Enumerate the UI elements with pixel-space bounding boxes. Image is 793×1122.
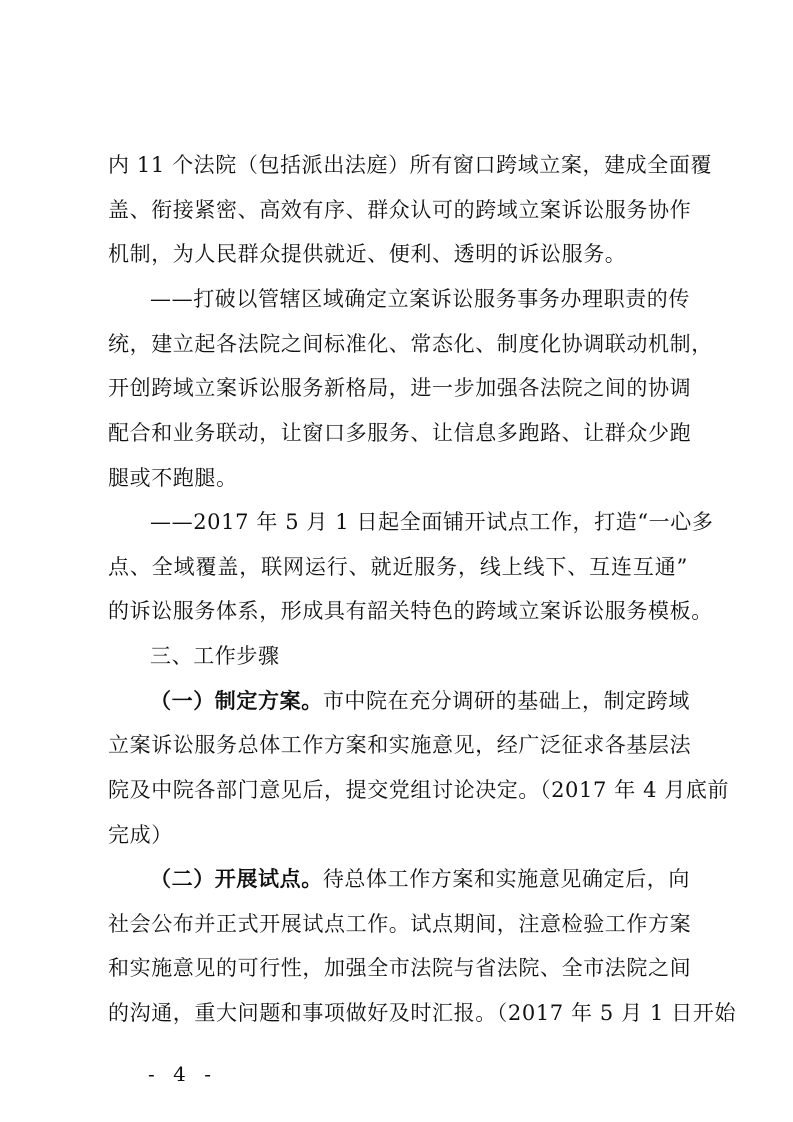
paragraph-2-line-4: 配合和业务联动，让窗口多服务、让信息多跑路、让群众少跑 bbox=[108, 421, 692, 445]
paragraph-2-line-3: 开创跨域立案诉讼服务新格局，进一步加强各法院之间的协调 bbox=[108, 376, 692, 400]
step-1-line-1 bbox=[150, 686, 691, 716]
step-2-line-2: 社会公布并正式开展试点工作。试点期间，注意检验工作方案 bbox=[108, 912, 692, 936]
paragraph-3-line-3: 的诉讼服务体系，形成具有韶关特色的跨域立案诉讼服务模板。 bbox=[108, 599, 713, 623]
step-2-text: 待总体工作方案和实施意见确定后，向 bbox=[322, 867, 691, 891]
paragraph-1-line-2: 盖、衔接紧密、高效有序、群众认可的跨域立案诉讼服务协作 bbox=[108, 198, 692, 222]
page-number: - 4 - bbox=[148, 1062, 217, 1086]
section-heading: 三、工作步骤 bbox=[150, 644, 280, 668]
step-1-line-3: 院及中院各部门意见后，提交党组讨论决定。（2017 年 4 月底前 bbox=[108, 778, 730, 802]
paragraph-2-line-5: 腿或不跑腿。 bbox=[108, 466, 238, 490]
step-1-text: 市中院在充分调研的基础上，制定跨域 bbox=[322, 689, 691, 713]
paragraph-3-line-2: 点、全域覆盖，联网运行、就近服务，线上线下、互连互通” bbox=[108, 555, 688, 579]
paragraph-1-line-1: 内 11 个法院（包括派出法庭）所有窗口跨域立案，建成全面覆 bbox=[108, 153, 713, 177]
step-2-line-1 bbox=[150, 864, 691, 894]
step-1-line-2: 立案诉讼服务总体工作方案和实施意见，经广泛征求各基层法 bbox=[108, 733, 692, 757]
step-1-title: （一）制定方案。 bbox=[150, 688, 323, 713]
paragraph-3-line-1: ——2017 年 5 月 1 日起全面铺开试点工作，打造“一心多 bbox=[150, 510, 714, 534]
paragraph-2-line-1: ——打破以管辖区域确定立案诉讼服务事务办理职责的传 bbox=[150, 287, 690, 311]
step-2-title: （二）开展试点。 bbox=[150, 866, 323, 891]
paragraph-1-line-3: 机制，为人民群众提供就近、便利、透明的诉讼服务。 bbox=[108, 242, 627, 266]
step-1-line-4: 完成） bbox=[108, 823, 173, 847]
paragraph-2-line-2: 统，建立起各法院之间标准化、常态化、制度化协调联动机制， bbox=[108, 332, 713, 356]
step-2-line-3: 和实施意见的可行性，加强全市法院与省法院、全市法院之间 bbox=[108, 956, 692, 980]
step-2-line-4: 的沟通，重大问题和事项做好及时汇报。（2017 年 5 月 1 日开始 bbox=[108, 1001, 737, 1025]
